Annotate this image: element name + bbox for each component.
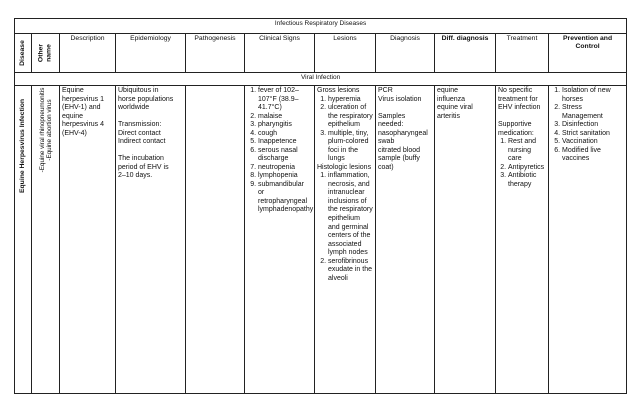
cell-clinical-signs: [245, 86, 315, 394]
cell-pathogenesis: [186, 86, 245, 394]
prevention-list: [551, 87, 624, 164]
list-item: 3. Disinfection: [562, 121, 624, 130]
header-epidemiology: Epidemiology: [116, 34, 186, 73]
list-item: 5. Inappetence: [258, 138, 312, 147]
header-description: Description: [60, 34, 116, 73]
list-item: 2. ulceration of the respiratory epithelium: [328, 104, 373, 130]
header-clinical-signs: Clinical Signs: [245, 34, 315, 73]
disease-table: [14, 18, 627, 394]
cell-prevention: [549, 86, 627, 394]
list-item: 2. Antipyretics: [508, 164, 546, 173]
list-item: 8. lymphopenia: [258, 172, 312, 181]
list-item: 4. Strict sanitation: [562, 130, 624, 139]
cell-disease: [15, 86, 32, 394]
other-name-item: -Equine viral rhinopneumonitis: [38, 87, 46, 173]
list-item: 3. multiple, tiny, plum-colored foci in the lungs: [328, 130, 373, 164]
list-item: 1. Rest and nursing care: [508, 138, 546, 164]
list-item: 3. Antibiotic therapy: [508, 172, 546, 189]
header-diagnosis: Diagnosis: [376, 34, 435, 73]
list-item: 4. cough: [258, 130, 312, 139]
cell-diagnosis: PCR Virus isolation Samples needed: nasopharyngeal swab citrated blood sample (buffy coat): [376, 86, 435, 394]
cell-epidemiology: Ubiquitous in horse populations worldwide Transmission: Direct contact Indirect contact The incubation period of EHV is 2–10 days.: [116, 86, 186, 394]
treatment-list: [498, 138, 546, 189]
list-item: 1. fever of 102–107°F (38.9–41.7°C): [258, 87, 312, 113]
header-prevention: Prevention and Control: [549, 34, 627, 73]
header-lesions: Lesions: [315, 34, 376, 73]
list-item: 1. hyperemia: [328, 96, 373, 105]
list-item: 1. inflammation, necrosis, and intranuclear inclusions of the respiratory epithelium and germinal centers of the associated lymph nodes: [328, 172, 373, 257]
header-other-name: [32, 34, 60, 73]
list-item: 2. malaise: [258, 113, 312, 122]
histologic-lesions-label: Histologic lesions: [317, 163, 372, 171]
cell-other-name: [32, 86, 60, 394]
list-item: 7. neutropenia: [258, 164, 312, 173]
gross-lesions-list: [317, 96, 373, 164]
clinical-signs-list: [247, 87, 312, 215]
header-disease: [15, 34, 32, 73]
list-item: 3. pharyngitis: [258, 121, 312, 130]
other-name-item: -Equine abortion virus: [45, 99, 53, 161]
list-item: 6. Modified live vaccines: [562, 147, 624, 164]
header-disease-label: Disease: [18, 40, 26, 66]
cell-lesions: [315, 86, 376, 394]
list-item: 2. Stress Management: [562, 104, 624, 121]
header-other-name-label: Other name: [37, 43, 53, 63]
other-names: [38, 88, 52, 173]
cell-description: Equine herpesvirus 1 (EHV-1) and equine herpesvirus 4 (EHV-4): [60, 86, 116, 394]
header-treatment: Treatment: [496, 34, 549, 73]
header-pathogenesis: Pathogenesis: [186, 34, 245, 73]
treatment-intro: No specific treatment for EHV infection Supportive medication:: [498, 87, 541, 137]
table-title: Infectious Respiratory Diseases: [15, 19, 627, 34]
list-item: 1. Isolation of new horses: [562, 87, 624, 104]
list-item: 2. serofibrinous exudate in the alveoli: [328, 258, 373, 284]
list-item: 6. serous nasal discharge: [258, 147, 312, 164]
cell-treatment: [496, 86, 549, 394]
header-diff-diagnosis: Diff. diagnosis: [435, 34, 496, 73]
cell-diff-diagnosis: equine influenza equine viral arteritis: [435, 86, 496, 394]
gross-lesions-label: Gross lesions: [317, 87, 360, 94]
section-label: Viral Infection: [15, 73, 627, 86]
list-item: 9. submandibular or retropharyngeal lymphadenopathy: [258, 181, 312, 215]
histologic-lesions-list: [317, 172, 373, 283]
disease-name: Equine Herpesvirus Infection: [18, 98, 26, 194]
list-item: 5. Vaccination: [562, 138, 624, 147]
